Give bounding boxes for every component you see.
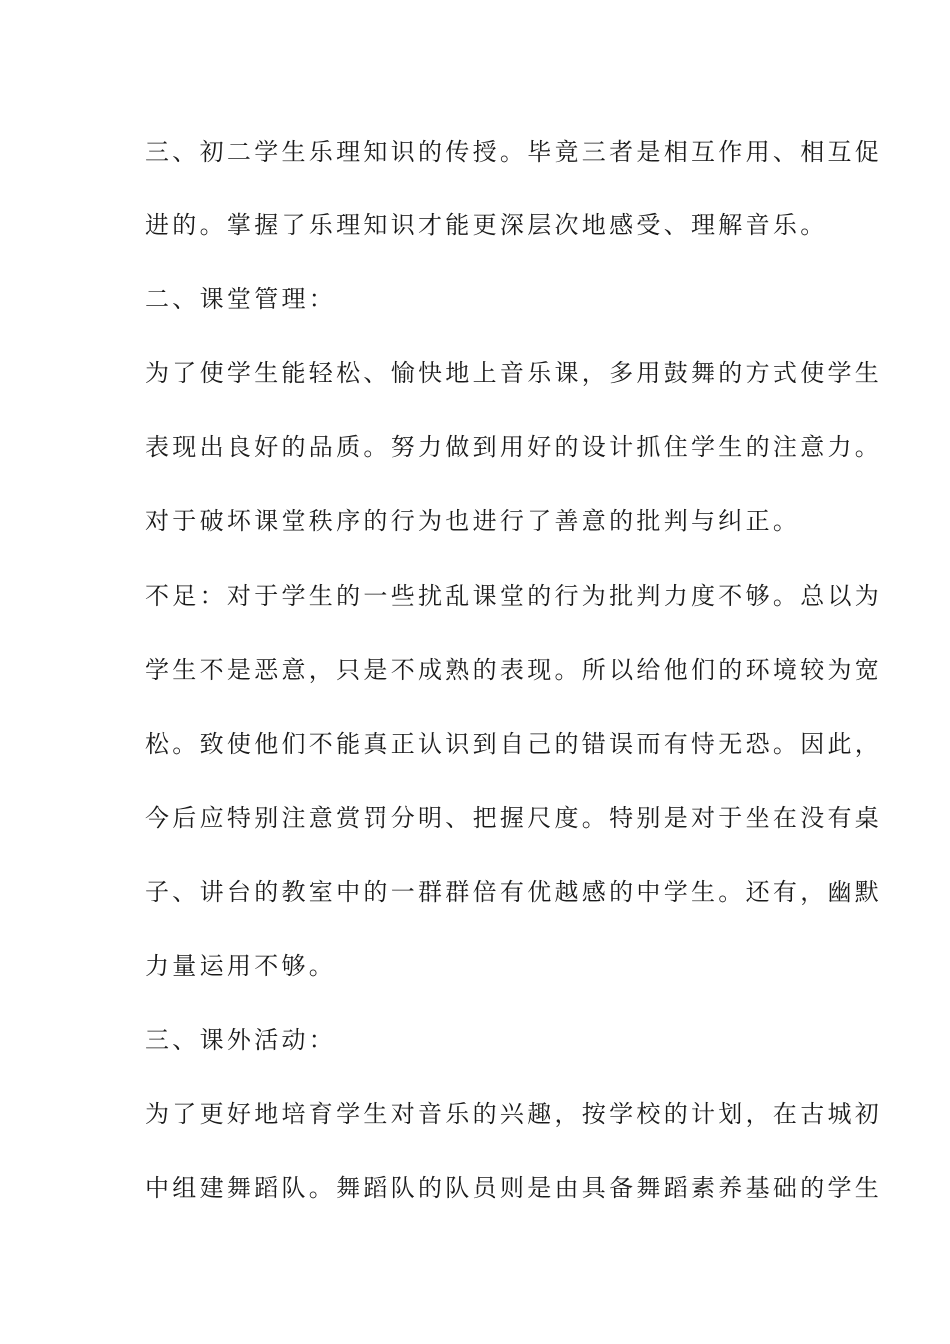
- text-line: 表现出良好的品质。努力做到用好的设计抓住学生的注意力。: [145, 433, 883, 461]
- text-line: 三、初二学生乐理知识的传授。毕竟三者是相互作用、相互促: [145, 138, 883, 166]
- text-line: 不足：对于学生的一些扰乱课堂的行为批判力度不够。总以为: [145, 582, 883, 610]
- text-line: 力量运用不够。: [145, 952, 337, 980]
- text-line: 对于破坏课堂秩序的行为也进行了善意的批判与纠正。: [145, 507, 801, 535]
- text-line: 松。致使他们不能真正认识到自己的错误而有恃无恐。因此，: [145, 730, 883, 758]
- text-line: 为了使学生能轻松、愉快地上音乐课，多用鼓舞的方式使学生: [145, 359, 883, 387]
- text-line: 为了更好地培育学生对音乐的兴趣，按学校的计划，在古城初: [145, 1100, 883, 1128]
- text-line: 学生不是恶意，只是不成熟的表现。所以给他们的环境较为宽: [145, 656, 883, 684]
- text-line: 中组建舞蹈队。舞蹈队的队员则是由具备舞蹈素养基础的学生: [145, 1174, 883, 1202]
- text-line: 子、讲台的教室中的一群群倍有优越感的中学生。还有，幽默: [145, 878, 883, 906]
- section-heading: 二、课堂管理：: [145, 285, 337, 313]
- text-line: 今后应特别注意赏罚分明、把握尺度。特别是对于坐在没有桌: [145, 804, 883, 832]
- text-line: 进的。掌握了乐理知识才能更深层次地感受、理解音乐。: [145, 211, 828, 239]
- section-heading: 三、课外活动：: [145, 1026, 337, 1054]
